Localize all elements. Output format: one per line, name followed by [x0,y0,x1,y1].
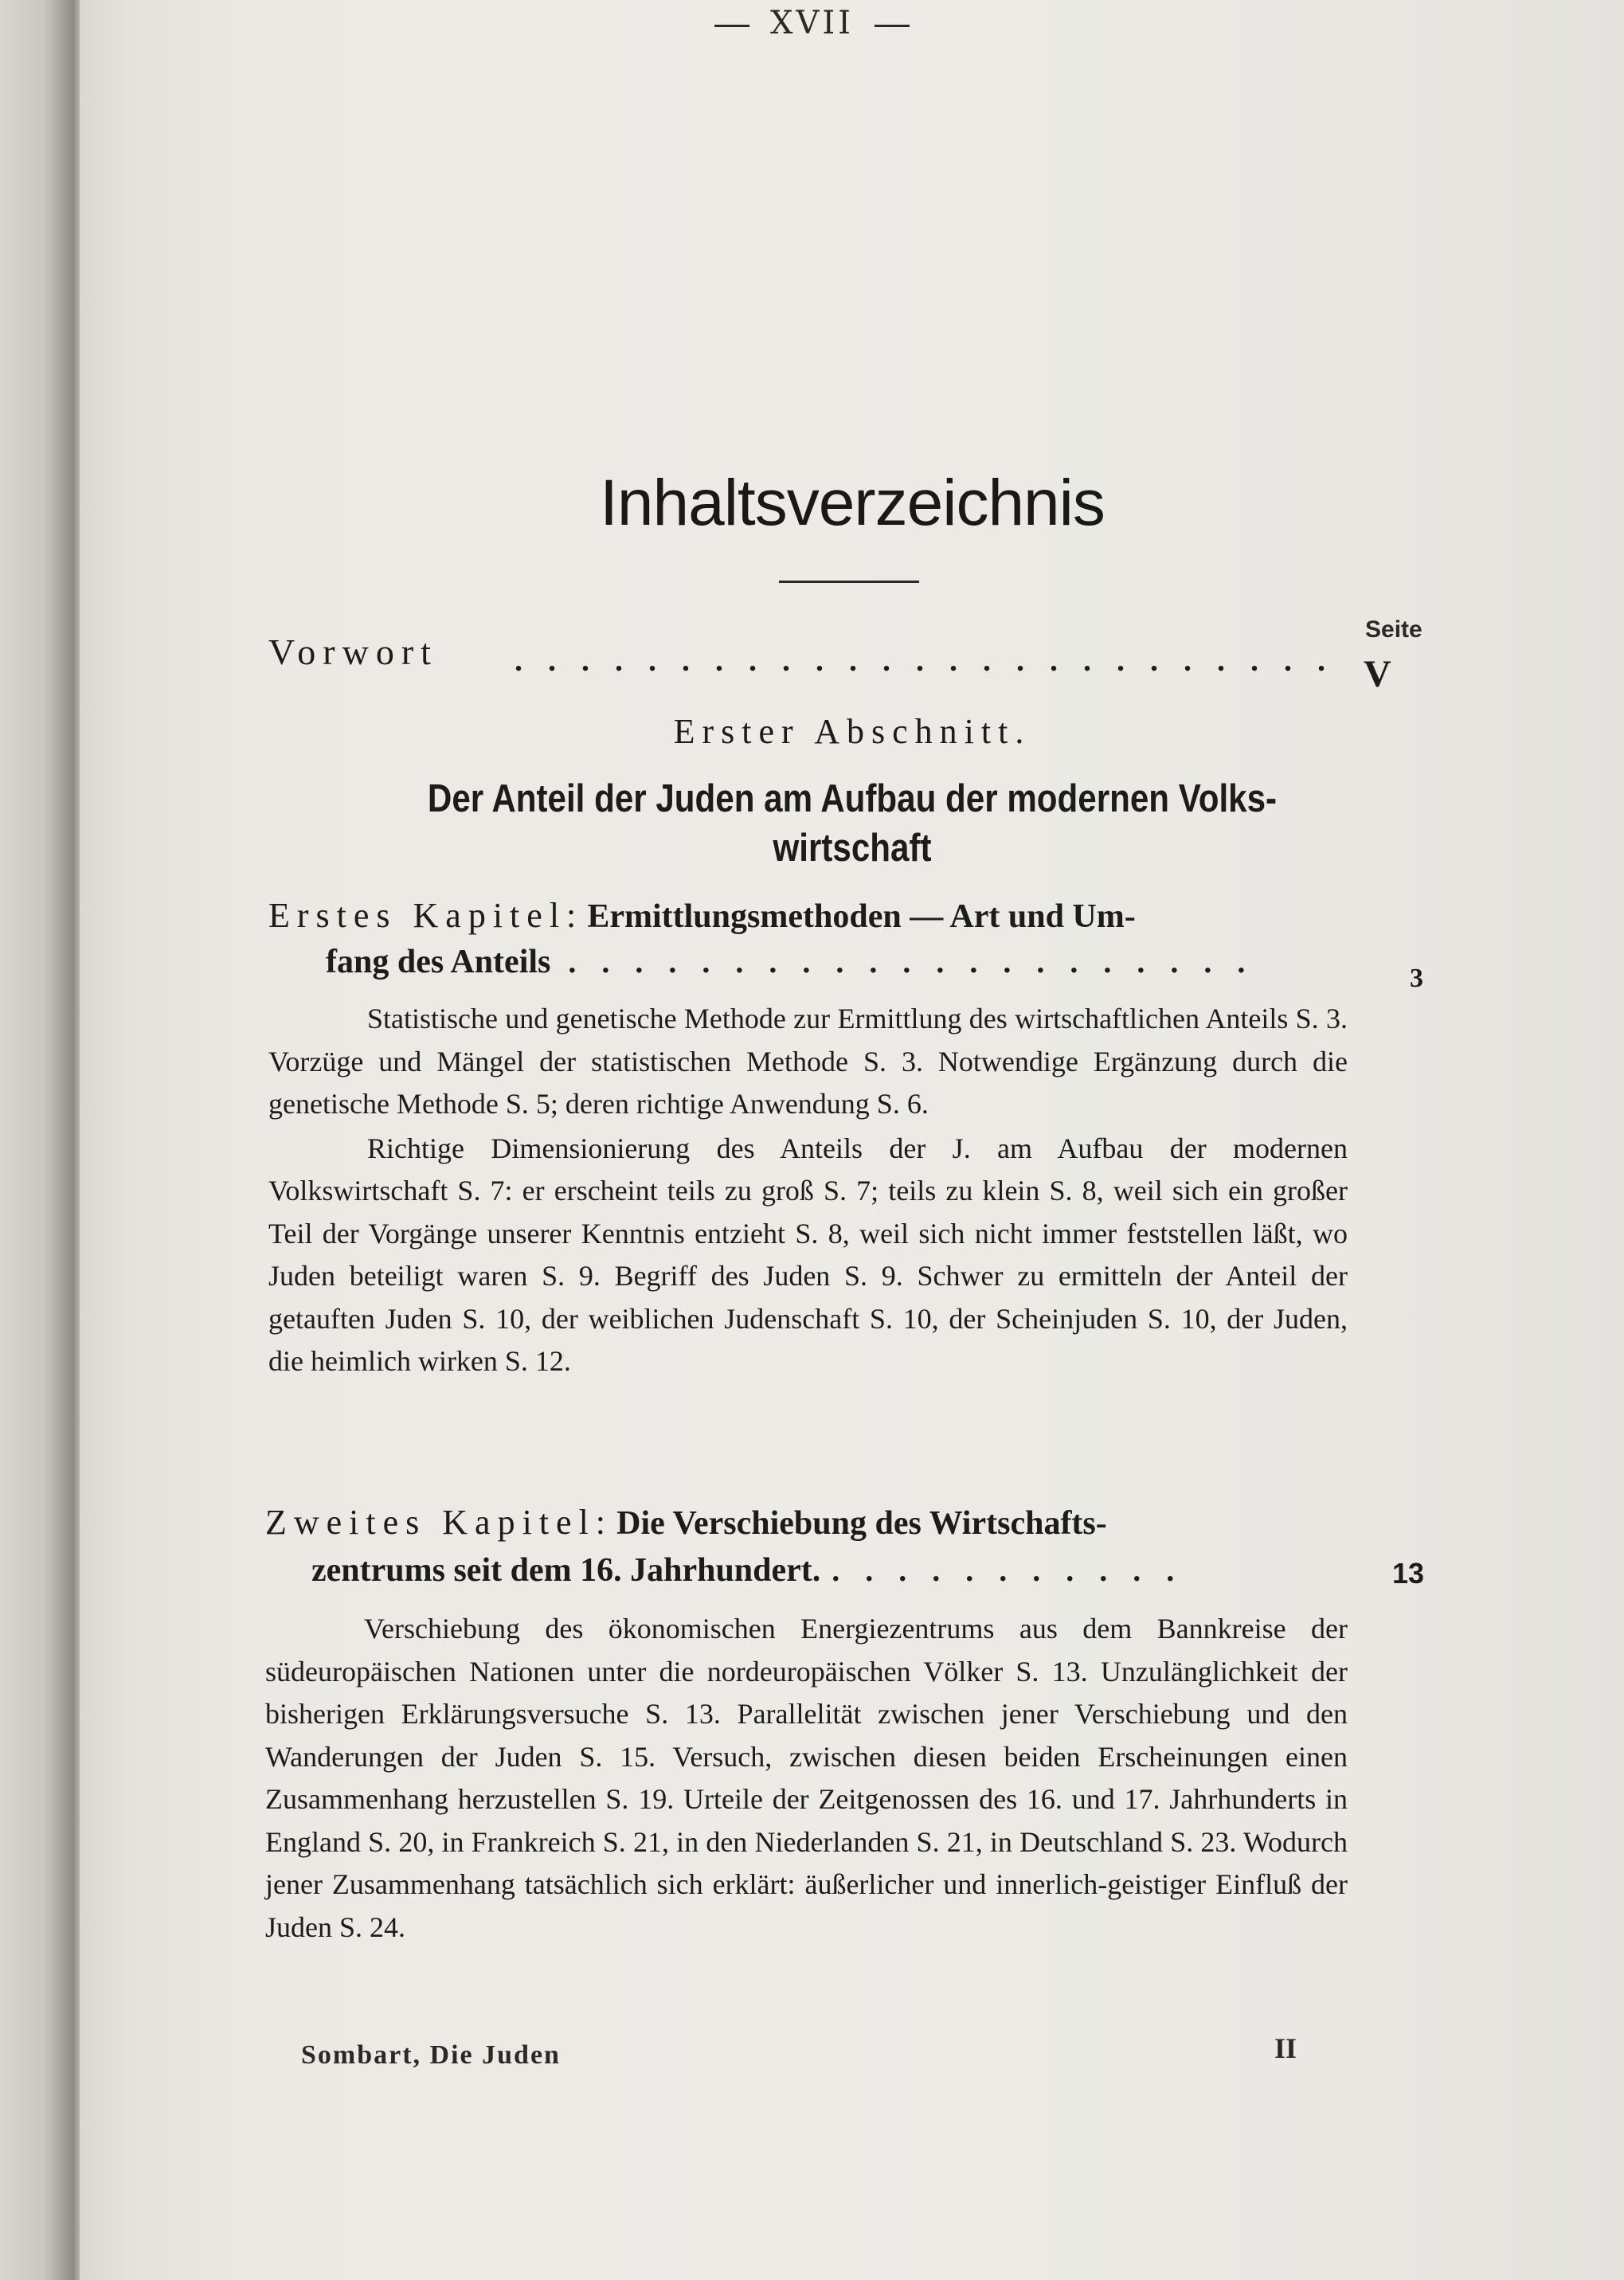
chapter2-title-line2: zentrums seit dem 16. Jahrhundert. [311,1552,821,1589]
chapter1-leader-dots: . . . . . . . . . . . . . . . . . . . . . [568,944,1254,980]
chapter2-page: 13 [1392,1557,1425,1590]
chapter2-heading [265,1502,1107,1543]
chapter1-label: Erstes Kapitel: [268,896,584,935]
title-rule [779,581,919,583]
chapter1-heading [268,895,1136,936]
section-label: Erster Abschnitt. [673,712,1031,751]
page-column-label: Seite [1365,616,1422,643]
header-dash-left [714,25,749,27]
chapter2-title-line1: Die Verschiebung des Wirtschafts- [616,1505,1107,1542]
chapter1-page: 3 [1410,964,1423,993]
page-number: XVII [770,5,854,41]
chapter2-leader-dots: . . . . . . . . . . . [832,1552,1184,1588]
footer-sheet-number: II [1274,2032,1297,2064]
chapter1-summary-paragraph2: Richtige Dimensionierung des Anteils der J. am Aufbau der modernen Volkswirtschaft S. 7: er erscheint teils zu groß S. 7; teils zu klein S. 8, weil sich ein großer Teil der Vorgänge unserer Kenntnis entzieht S. 8, weil sich nicht immer feststellen läßt, wo Juden beteiligt waren S. 9. Begriff des Juden S. 9. Schwer zu ermitteln der Anteil der getauften Juden S. 10, der weiblichen Judenschaft S. 10, der Scheinjuden S. 10, der Juden, die heimlich wirken S. 12. [268,1132,1348,1377]
section-title-line2: wirtschaft [773,827,932,870]
page-number-header [0,5,1624,41]
chapter1-summary [268,998,1348,1383]
page-title: Inhaltsverzeichnis [600,467,1105,539]
footer-signature: Sombart, Die Juden [301,2040,561,2070]
chapter2-summary [265,1608,1348,1949]
preface-page: V [1364,653,1391,695]
chapter1-summary-paragraph1: Statistische und genetische Methode zur Ermittlung des wirtschaftlichen Anteils S. 3. Vorzüge und Mängel der statistischen Methode S. 3. Notwendige Ergänzung durch die genetische Methode S. 5; deren richtige Anwendung S. 6. [268,1003,1348,1120]
chapter1-heading-cont [326,943,1254,981]
chapter2-summary-paragraph: Verschiebung des ökonomischen Energiezentrums aus dem Bannkreise der südeuropäischen Nationen unter die nordeuropäischen Völker S. 13. Unzulänglichkeit der bisherigen Erklärungsversuche S. 13. Parallelität zwischen jener Verschiebung und den Wanderungen der Juden S. 15. Versuch, zwischen diesen beiden Erscheinungen einen Zusammenhang herzustellen S. 19. Urteile der Zeitgenossen des 16. und 17. Jahrhunderts in England S. 20, in Frankreich S. 21, in den Niederlanden S. 21, in Deutschland S. 23. Wodurch jener Zusammenhang tatsächlich sich erklärt: äußerlicher und innerlich-geistiger Einfluß der Juden S. 24. [265,1613,1348,1943]
book-gutter [0,0,80,2280]
chapter2-heading-cont [311,1551,1183,1590]
preface-leader-dots: . . . . . . . . . . . . . . . . . . . . . . . . . [515,642,1334,678]
header-dash-right [875,25,910,27]
preface-label: Vorwort [268,632,438,672]
section-title-line1: Der Anteil der Juden am Aufbau der modernen Volks- [427,777,1278,820]
chapter2-label: Zweites Kapitel: [265,1503,613,1542]
chapter1-title-line2: fang des Anteils [326,944,551,980]
chapter1-title-line1: Ermittlungsmethoden — Art und Um- [587,898,1136,935]
